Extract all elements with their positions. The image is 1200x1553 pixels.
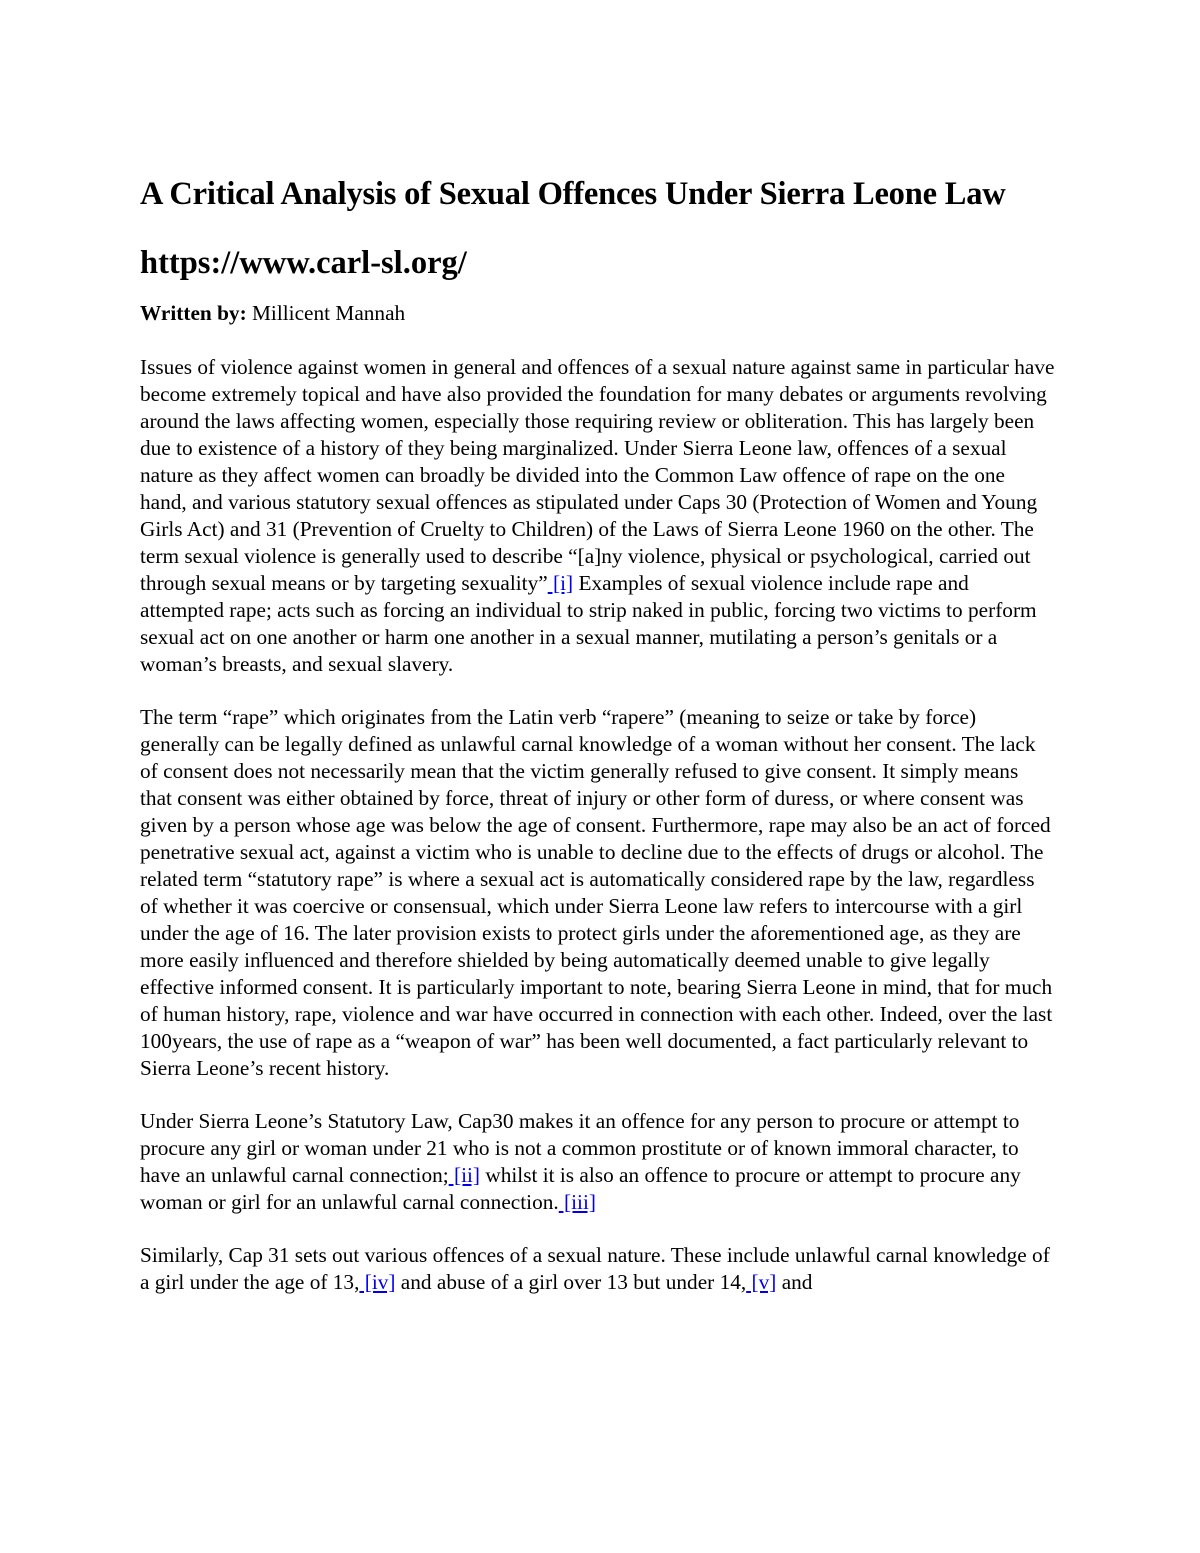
paragraph-text: whilst it is also an offence to procure or attempt to procure any woman or girl for an unlawful carnal connection. — [140, 1163, 1021, 1214]
author-name: Millicent Mannah — [252, 301, 406, 325]
paragraph-text: Issues of violence against women in general and offences of a sexual nature against same in particular have become extremely topical and have also provided the foundation for many debates or arguments revolving around the laws affecting women, especially those requiring review or obliteration. This has largely been due to existence of a history of they being marginalized. Under Sierra Leone law, offences of a sexual nature as they affect women can broadly be divided into the Common Law offence of rape on the one hand, and various statutory sexual offences as stipulated under Caps 30 (Protection of Women and Young Girls Act) and 31 (Prevention of Cruelty to Children) of the Laws of Sierra Leone 1960 on the other. The term sexual violence is generally used to describe “[a]ny violence, physical or psychological, carried out through sexual means or by targeting sexuality” — [140, 355, 1055, 595]
paragraph-1 — [140, 354, 1055, 678]
document-page — [140, 168, 1055, 1296]
footnote-link-iii[interactable]: [iii] — [558, 1190, 596, 1214]
paragraph-text: and — [776, 1270, 813, 1294]
document-title: A Critical Analysis of Sexual Offences Under Sierra Leone Law — [140, 176, 1006, 212]
paragraph-text: and abuse of a girl over 13 but under 14, — [395, 1270, 747, 1294]
paragraph-2 — [140, 704, 1055, 1082]
paragraph-text: The term “rape” which originates from the Latin verb “rapere” (meaning to seize or take by force) generally can be legally defined as unlawful carnal knowledge of a woman without her consent. The lack of consent does not necessarily mean that the victim generally refused to give consent. It simply means that consent was either obtained by force, threat of injury or other form of duress, or where consent was given by a person whose age was below the age of consent. Furthermore, rape may also be an act of forced penetrative sexual act, against a victim who is unable to decline due to the effects of drugs or alcohol. The related term “statutory rape” is where a sexual act is automatically considered rape by the law, regardless of whether it was coercive or consensual, which under Sierra Leone law refers to intercourse with a girl under the age of 16. The later provision exists to protect girls under the aforementioned age, as they are more easily influenced and therefore shielded by being automatically deemed unable to give legally effective informed consent. It is particularly important to note, bearing Sierra Leone in mind, that for much of human history, rape, violence and war have occurred in connection with each other. Indeed, over the last 100years, the use of rape as a “weapon of war” has been well documented, a fact particularly relevant to Sierra Leone’s recent history. — [140, 705, 1053, 1080]
paragraph-3 — [140, 1108, 1055, 1216]
footnote-link-iv[interactable]: [iv] — [359, 1270, 396, 1294]
paragraph-4 — [140, 1242, 1055, 1296]
paragraph-text: Under Sierra Leone’s Statutory Law, Cap30 makes it an offence for any person to procure or attempt to procure any girl or woman under 21 who is not a common prostitute or of known immoral character, to have an unlawful carnal connection; — [140, 1109, 1020, 1187]
paragraph-text: Similarly, Cap 31 sets out various offences of a sexual nature. These include unlawful carnal knowledge of a girl under the age of 13, — [140, 1243, 1050, 1294]
footnote-link-v[interactable]: [v] — [746, 1270, 777, 1294]
source-url: https://www.carl-sl.org/ — [140, 245, 467, 281]
byline — [140, 300, 1055, 327]
footnote-link-ii[interactable]: [ii] — [448, 1163, 481, 1187]
paragraph-text: Examples of sexual violence include rape and attempted rape; acts such as forcing an individual to strip naked in public, forcing two victims to perform sexual act on one another or harm one another in a sexual manner, mutilating a person’s genitals or a woman’s breasts, and sexual slavery. — [140, 571, 1037, 676]
author-label: Written by: — [140, 301, 247, 325]
footnote-link-i[interactable]: [i] — [547, 571, 574, 595]
